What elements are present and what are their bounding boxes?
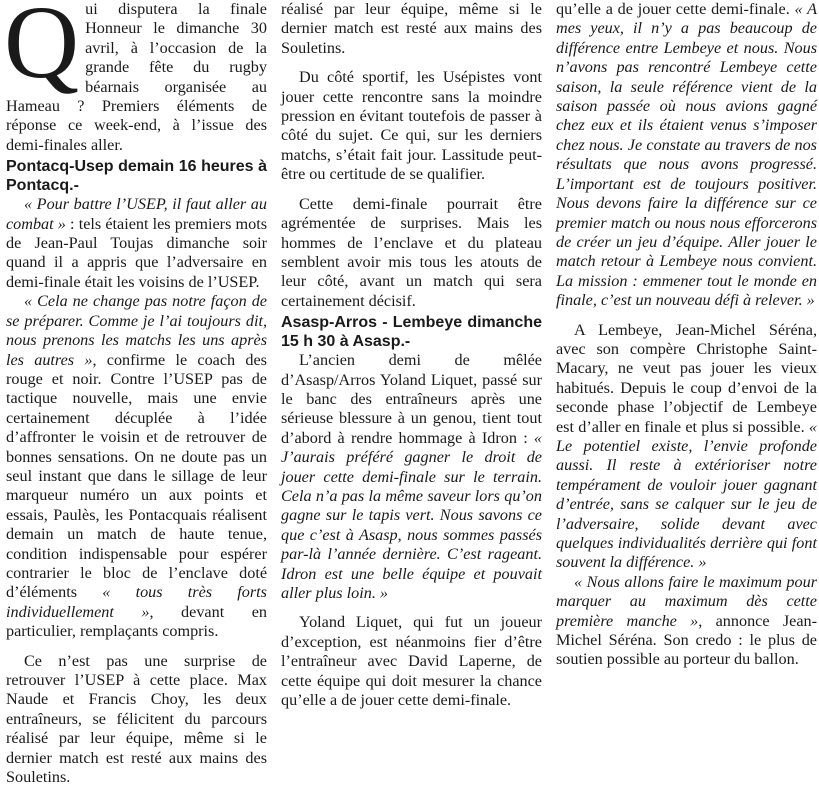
text-liquet: L’ancien demi de mêlée d’Asasp/Arros Yoland Liquet, passé sur le banc des entraîneurs après une sérieuse blessure à un genou, tient tout d’abord à rendre hommage à Idron :: [281, 351, 542, 447]
paragraph-surprises: Cette demi-finale pourrait être agrémentée de surprises. Mais les hommes de l’enclave et du plateau semblent avoir mis tous les atouts de leur côté, avant un match qui sera certainement décisif.: [281, 194, 542, 310]
column-2: [281, 0, 542, 746]
drop-cap: Q: [4, 0, 80, 100]
quote-potentiel: « Le potentiel existe, l’envie profonde aussi. Il reste à extérioriser notre tempérament de vouloir jouer gagnant d’entrée, sans se calquer sur le jeu de l’adversaire, solide devant avec quelques individualités derrière qui font souvent la différence. »: [556, 417, 817, 572]
column-2-inner: [281, 0, 542, 58]
paragraph-coach: [6, 292, 267, 641]
paragraph-exception: Yoland Liquet, qui fut un joueur d’exception, est néanmoins fier d’être l’entraîneur avec David Laperne, de cette équipe qui doit mesurer la chance qu’elle a de jouer cette demi-finale.: [281, 613, 542, 710]
quote-mes-yeux: « A mes yeux, il n’y a pas beaucoup de différence entre Lembeye et nous. Nous n’avons pas rencontré Lembeye cette saison, la seule référence vient de la saison passée où nous avions gagné chez eux et ils étaient venus s’imposer chez nous. Je constate au travers de nos résultats que nous avons progressé. L’important est de toujours positiver. Nous devons faire la différence sur ce premier match ou nous nous efforcerons de créer un jeu d’équipe. Aller jouer le match retour à Lembeye nous convient. La mission : emmener tout le monde en finale, c’est un nouveau défi à relever. »: [556, 0, 817, 310]
quote-tres-forts: « tous très forts individuellement »: [6, 583, 267, 621]
column-1: [4, 0, 268, 787]
paragraph-exception-continued: [556, 0, 817, 311]
paragraph-serena: [556, 321, 817, 573]
text-remplacants: , devant en particulier, remplaçants compris.: [6, 602, 267, 641]
paragraph-maximum: [556, 573, 817, 670]
quote-maximum: « Nous allons faire le maximum pour marquer au maximum dès cette première manche »: [556, 572, 817, 630]
paragraph-sportif: Du côté sportif, les Usépistes vont jouer cette rencontre sans la moindre pression en évitant toutefois de passer à côté du sujet. Ce qui, sur les derniers matchs, s’était fait jour. Lassitude peut-être ou certitude de se qualifier.: [281, 68, 542, 184]
text-toujas: : tels étaient les premiers mots de Jean-Paul Toujas dimanche soir quand il a appris que l’adversaire en demi-finale était les voisins de l’USEP.: [6, 214, 268, 291]
lead-paragraph: [6, 0, 267, 155]
paragraph-toujas: [6, 195, 267, 292]
section-heading-pontacq: Pontacq-Usep demain 16 heures à Pontacq.-: [6, 158, 267, 195]
text-credo: , annonce Jean-Michel Séréna. Son credo : le plus de soutien possible au porteur du ballon.: [556, 611, 817, 669]
text-demi-finale: qu’elle a de jouer cette demi-finale.: [556, 0, 790, 19]
quote-battre-usep: « Pour battre l’USEP, il faut aller au combat »: [6, 195, 267, 233]
text-serena: A Lembeye, Jean-Michel Séréna, avec son compère Christophe Saint-Macary, ne veut pas jouer les vieux habitués. Depuis le coup d’envoi de la seconde phase l’objectif de Lembeye est d’aller en finale et plus si possible.: [556, 320, 817, 436]
column-3: [556, 0, 817, 746]
section-heading-asasp: Asasp-Arros - Lembeye dimanche 15 h 30 à Asasp.-: [281, 314, 542, 351]
quote-preparation: « Cela ne change pas notre façon de se préparer. Comme je l’ai toujours dit, nous prenons les matchs les uns après les autres »: [6, 292, 267, 369]
lead-text: ui disputera la finale Honneur le dimanche 30 avril, à l’occasion de la grande fête du rugby béarnais organisée au Hameau ? Premiers éléments de réponse ce week-end, à l’issue des demi-finales aller.: [6, 0, 267, 154]
paragraph-usep-place-continued: réalisé par leur équipe, même si le dernier match est resté aux mains des Souletins.: [281, 0, 542, 57]
text-coach: , confirme le coach des rouge et noir. Contre l’USEP pas de tactique nouvelle, mais une envie certainement décuplée à l’idée d’affronter le voisin et de retrouver de bonnes sensations. On ne doute pas un seul instant que dans le sillage de leur marqueur numéro un aux points et essais, Paulès, les Pontacquais réalisent demain un match de haute tenue, condition indispensable pour espérer contrarier le bloc de l’enclave doté d’éléments: [6, 350, 267, 602]
quote-idron: « J’aurais préféré gagner le droit de jouer cette demi-finale sur le terrain. Cela n’a pas la même saveur lors qu’on gagne sur le tapis vert. Nous savons ce que c’est à Asasp, nous sommes passés par-là l’année dernière. C’est rageant. Idron est une belle équipe et pouvait aller plus loin. »: [281, 428, 542, 602]
column-3-inner: [556, 0, 817, 311]
paragraph-liquet: [281, 351, 542, 603]
paragraph-usep-place: Ce n’est pas une surprise de retrouver l’USEP à cette place. Max Naude et Francis Choy, les deux entraîneurs, se félicitent du parcours réalisé par leur équipe, même si le dernier match est resté aux mains des Souletins.: [6, 651, 267, 787]
